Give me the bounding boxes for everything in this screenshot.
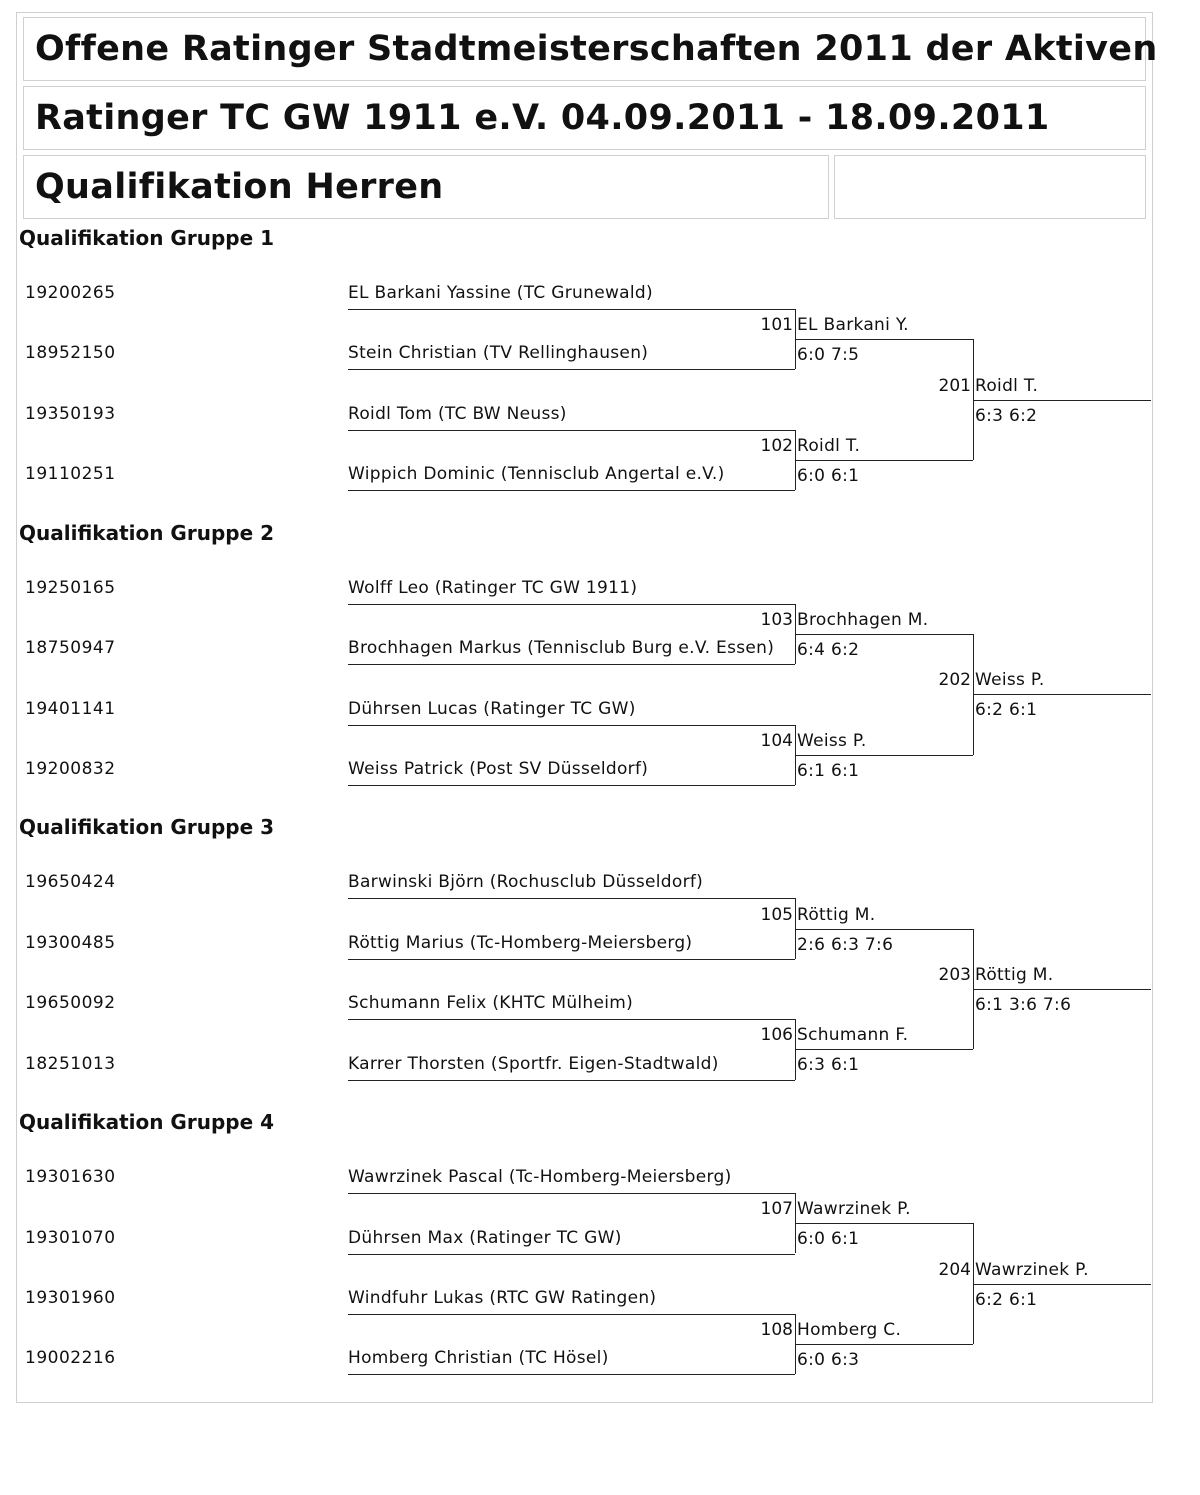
match-score: 2:6 6:3 7:6 [797, 934, 894, 955]
player-id: 18251013 [25, 1053, 116, 1074]
section-box [23, 155, 829, 219]
match-winner: Homberg C. [797, 1320, 902, 1341]
match-winner: Röttig M. [797, 904, 876, 925]
match-score: 6:2 6:1 [975, 700, 1038, 721]
player-name: Wolff Leo (Ratinger TC GW 1911) [348, 577, 638, 598]
player-line [348, 1254, 795, 1255]
player-id: 19650424 [25, 872, 116, 893]
final-line [973, 1284, 1151, 1285]
section-title: Qualifikation Herren [35, 167, 444, 207]
match-score: 6:0 6:1 [797, 1229, 860, 1250]
player-id: 19301960 [25, 1287, 116, 1308]
match-score: 6:0 7:5 [797, 345, 860, 366]
player-name: Wippich Dominic (Tennisclub Angertal e.V.) [348, 464, 725, 485]
player-id: 19110251 [25, 464, 116, 485]
match-winner: Röttig M. [975, 965, 1054, 985]
player-name: Roidl Tom (TC BW Neuss) [348, 403, 567, 424]
player-name: Dührsen Max (Ratinger TC GW) [348, 1227, 622, 1248]
match-winner: Wawrzinek P. [797, 1199, 911, 1220]
match-number: 201 [938, 375, 971, 396]
group-title: Qualifikation Gruppe 4 [19, 1110, 275, 1135]
match-number: 202 [938, 670, 971, 691]
match-winner: Weiss P. [797, 730, 867, 751]
player-id: 19350193 [25, 403, 116, 424]
player-name: Stein Christian (TV Rellinghausen) [348, 343, 649, 364]
match-number: 107 [760, 1199, 793, 1220]
final-line [973, 400, 1151, 401]
player-id: 18750947 [25, 638, 116, 659]
player-name: Karrer Thorsten (Sportfr. Eigen-Stadtwald) [348, 1053, 719, 1074]
winner-line [795, 1049, 973, 1050]
player-line [348, 1314, 795, 1315]
winner-line [795, 1223, 973, 1224]
winner-line [795, 339, 973, 340]
side-box [834, 155, 1146, 219]
match-number: 108 [760, 1320, 793, 1341]
final-line [973, 989, 1151, 990]
winner-line [795, 634, 973, 635]
page-subtitle: Ratinger TC GW 1911 e.V. 04.09.2011 - 18.09.2011 [35, 98, 1050, 138]
match-score: 6:1 3:6 7:6 [975, 995, 1072, 1015]
player-id: 19301070 [25, 1227, 116, 1248]
match-score: 6:0 6:3 [797, 1350, 860, 1371]
player-id: 19200832 [25, 758, 116, 779]
player-name: Windfuhr Lukas (RTC GW Ratingen) [348, 1287, 657, 1308]
player-line [348, 785, 795, 786]
match-number: 105 [760, 904, 793, 925]
player-line [348, 1019, 795, 1020]
match-winner: Schumann F. [797, 1025, 909, 1046]
match-number: 204 [938, 1259, 971, 1280]
player-line [348, 430, 795, 431]
player-name: Dührsen Lucas (Ratinger TC GW) [348, 698, 636, 719]
match-winner: Roidl T. [797, 436, 861, 456]
winner-line [795, 755, 973, 756]
match-number: 102 [760, 436, 793, 456]
player-name: EL Barkani Yassine (TC Grunewald) [348, 283, 653, 303]
player-id: 19301630 [25, 1167, 116, 1188]
match-winner: Wawrzinek P. [975, 1259, 1089, 1280]
player-line [348, 725, 795, 726]
match-winner: Weiss P. [975, 670, 1045, 691]
player-line [348, 664, 795, 665]
match-score: 6:4 6:2 [797, 639, 860, 660]
player-line [348, 1193, 795, 1194]
player-line [348, 369, 795, 370]
final-line [973, 694, 1151, 695]
player-name: Homberg Christian (TC Hösel) [348, 1348, 609, 1369]
group-title: Qualifikation Gruppe 1 [19, 226, 275, 250]
group-title: Qualifikation Gruppe 2 [19, 520, 275, 545]
match-score: 6:2 6:1 [975, 1289, 1038, 1310]
player-line [348, 1374, 795, 1375]
player-id: 19002216 [25, 1348, 116, 1369]
player-id: 19250165 [25, 577, 116, 598]
player-id: 19300485 [25, 932, 116, 953]
player-id: 19650092 [25, 993, 116, 1014]
match-number: 106 [760, 1025, 793, 1046]
match-number: 101 [760, 315, 793, 336]
player-id: 19200265 [25, 283, 116, 303]
player-line [348, 959, 795, 960]
player-id: 18952150 [25, 343, 116, 364]
player-line [348, 490, 795, 491]
match-winner: Roidl T. [975, 375, 1039, 396]
player-line [348, 309, 795, 310]
match-score: 6:1 6:1 [797, 760, 860, 781]
player-name: Schumann Felix (KHTC Mülheim) [348, 993, 634, 1014]
player-id: 19401141 [25, 698, 116, 719]
player-name: Wawrzinek Pascal (Tc-Homberg-Meiersberg) [348, 1167, 732, 1188]
subtitle-box [23, 86, 1146, 150]
winner-line [795, 929, 973, 930]
match-number: 203 [938, 965, 971, 985]
match-number: 104 [760, 730, 793, 751]
group-title: Qualifikation Gruppe 3 [19, 815, 275, 840]
title-box [23, 17, 1158, 81]
player-line [348, 898, 795, 899]
match-number: 103 [760, 609, 793, 630]
player-name: Brochhagen Markus (Tennisclub Burg e.V. Essen) [348, 638, 775, 659]
match-winner: EL Barkani Y. [797, 315, 909, 336]
winner-line [795, 1344, 973, 1345]
page-title: Offene Ratinger Stadtmeisterschaften 2011 der Aktiven [35, 29, 1158, 69]
player-name: Röttig Marius (Tc-Homberg-Meiersberg) [348, 932, 693, 953]
winner-line [795, 460, 973, 461]
player-line [348, 1080, 795, 1081]
player-name: Barwinski Björn (Rochusclub Düsseldorf) [348, 872, 704, 893]
match-score: 6:0 6:1 [797, 466, 860, 486]
match-score: 6:3 6:2 [975, 405, 1038, 426]
match-winner: Brochhagen M. [797, 609, 929, 630]
player-line [348, 604, 795, 605]
player-name: Weiss Patrick (Post SV Düsseldorf) [348, 758, 649, 779]
match-score: 6:3 6:1 [797, 1055, 860, 1076]
